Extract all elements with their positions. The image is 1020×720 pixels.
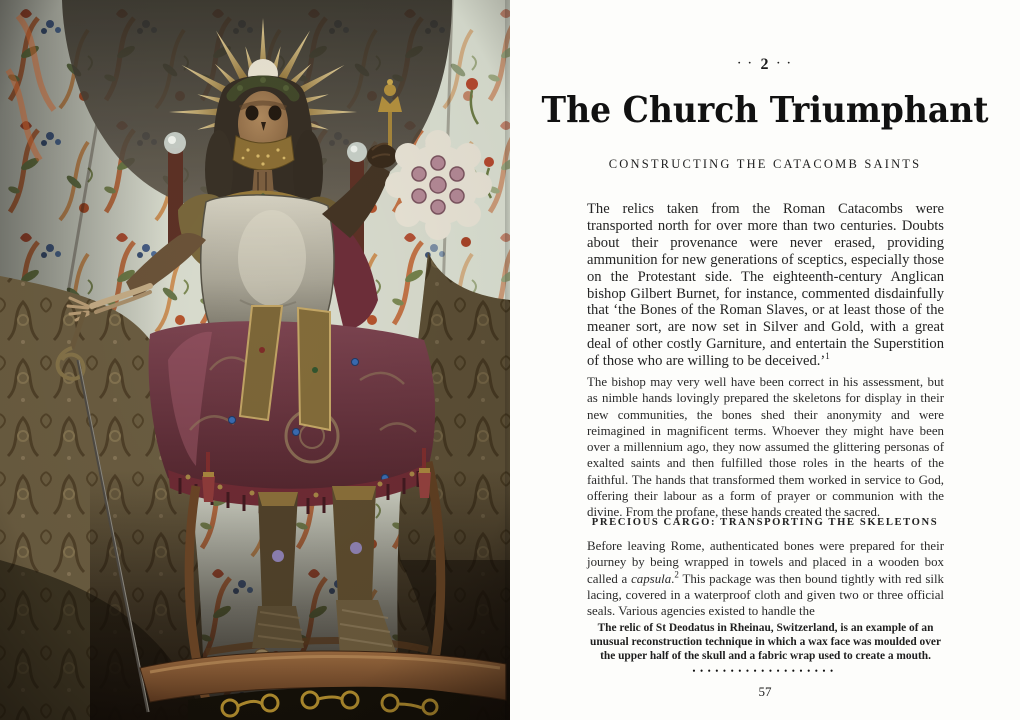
chapter-number [510, 56, 1020, 74]
paragraph-3-lead: Before leaving Rome, authenticated bones were prepared for their journey by being wrapped in towels and placed in a wooden box called a [587, 539, 944, 586]
page-number: 57 [758, 684, 772, 699]
lead-paragraph [587, 201, 944, 370]
section-heading: PRECIOUS CARGO: TRANSPORTING THE SKELETONS [591, 517, 939, 528]
body-paragraph-2: The bishop may very well have been correct in his assessment, but as nimble hands lovingly prepared the skeletons for display in their new communities, the bones shed their anonymity and were reimagined in magnificent terms. Whoever they might have been over a millennium ago, they now assumed the glittering personas of exalted saints and then fulfilled those roles in the hearts of the faithful. The hands that transformed them worked in service to God, offering their labour as a form of prayer or communion with the divine. From the profane, these hands created the sacred. [587, 375, 944, 520]
chapter-subtitle: CONSTRUCTING THE CATACOMB SAINTS [608, 157, 922, 171]
paragraph-3-period: . [671, 571, 675, 586]
photo-caption: The relic of St Deodatus in Rheinau, Switzerland, is an example of an unusual reconstruction technique in which a wax face was moulded over the upper half of the skull and a fabric wrap used to create a mouth. [589, 622, 942, 662]
right-page [510, 0, 1020, 720]
chapter-title: The Church Triumphant [541, 88, 989, 131]
footnote-marker-1: 1 [825, 351, 830, 362]
italic-term-capsula: capsula [631, 571, 672, 586]
separator-dots: ••••••••••••••••••• [692, 666, 838, 676]
footnote-marker-2: 2 [674, 569, 679, 580]
lead-paragraph-text: The relics taken from the Roman Catacombs were transported north for over more than two centuries. Doubts about their provenance were never erased, providing ammunition for new generations of sceptics, especially those on the Protestant side. The eighteenth-century Anglican bishop Gilbert Burnet, for instance, commented disdainfully that ‘the Bones of the Roman Slaves, or at least those of the meaner sort, are now set in Silver and Gold, with a great deal of other costly Garniture, and entertain the Superstition of those who are willing to be deceived.’ [587, 201, 944, 370]
chapter-number-value: 2 [760, 56, 770, 73]
paragraph-3-rest: This package was then bound tightly with red silk lacing, covered in a waterproof cloth and given two or three official seals. Various agencies existed to handle the [587, 571, 944, 619]
chapter-ornament-right: · · [776, 57, 793, 69]
chapter-ornament-left: · · [737, 57, 754, 69]
body-paragraph-3 [587, 538, 944, 619]
